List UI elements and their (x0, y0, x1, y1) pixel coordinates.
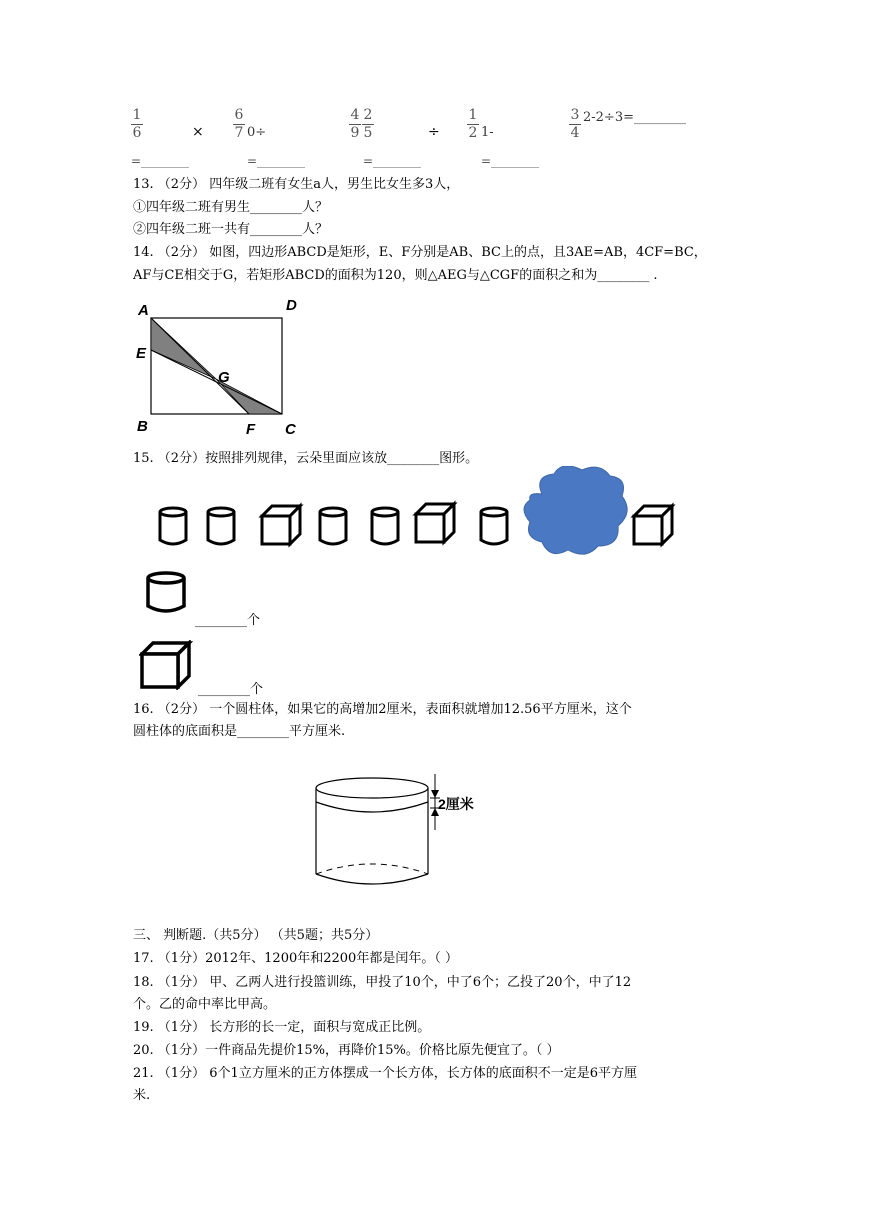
cube-answer-icon (139, 640, 195, 690)
q13-sub2: ②四年级二班一共有________人？ (133, 222, 329, 237)
fraction-1 (131, 108, 143, 141)
fraction-4 (467, 108, 479, 141)
q20: 20. （1分）一件商品先提价15%，再降价15%。价格比原先便宜了。（ ） (133, 1043, 560, 1058)
fraction-3a (349, 108, 361, 141)
fraction-3b (362, 108, 374, 141)
denominator: 9 (350, 125, 360, 141)
denominator: 5 (363, 125, 373, 141)
rectangle-abcd (151, 318, 282, 414)
cube-icon (416, 504, 454, 542)
divide-sign: ÷ (428, 124, 440, 140)
fraction-5 (569, 108, 581, 141)
q13-sub1: ①四年级二班有男生________人？ (133, 200, 329, 215)
cylinder-icon (481, 508, 507, 544)
denominator: 6 (132, 125, 142, 141)
answer-blank-3: =________ (363, 154, 422, 168)
q18-line2: 个。乙的命中率比甲高。 (133, 997, 277, 1012)
q13-stem: 13. （2分） 四年级二班有女生a人，男生比女生多3人， (133, 177, 460, 192)
expr-4-tail: 1- (481, 125, 494, 140)
q17: 17. （1分）2012年、1200年和2200年都是闰年。（ ） (133, 951, 458, 966)
section-3-title: 三、 判断题.（共5分） （共5题；共5分） (133, 928, 379, 943)
numerator: 2 (363, 107, 373, 123)
height-label: 2厘米 (438, 796, 474, 812)
q14-line2: AF与CE相交于G，若矩形ABCD的面积为120，则△AEG与△CGF的面积之和为________ . (133, 268, 658, 283)
label-b: B (137, 418, 148, 435)
line-ce (151, 350, 282, 414)
q16-line2: 圆柱体的底面积是________平方厘米. (133, 724, 346, 739)
cylinder-icon (160, 508, 186, 544)
q14-line1: 14. （2分） 如图，四边形ABCD是矩形，E、F分别是AB、BC上的点，且3AE=AB，4CF=BC， (133, 245, 707, 260)
q16-line1: 16. （2分） 一个圆柱体，如果它的高增加2厘米，表面积就增加12.56平方厘米，这个 (133, 702, 632, 717)
denominator: 7 (234, 125, 244, 141)
denominator: 4 (570, 125, 580, 141)
cube-icon (634, 506, 672, 544)
cylinder-figure (310, 768, 500, 888)
label-e: E (136, 345, 147, 362)
denominator: 2 (468, 125, 478, 141)
numerator: 6 (234, 107, 244, 123)
cloud-shape (524, 466, 627, 554)
label-a: A (138, 302, 149, 319)
answer-blank-2: =________ (247, 154, 306, 168)
label-g: G (218, 369, 230, 386)
times-sign: × (192, 124, 204, 140)
cylinder-icon (372, 508, 398, 544)
cylinder-answer-icon (142, 570, 194, 618)
rectangle-figure (130, 296, 310, 438)
q18-line1: 18. （1分） 甲、乙两人进行投篮训练，甲投了10个，中了6个；乙投了20个，中了12 (133, 975, 632, 990)
cube-icon (262, 506, 300, 544)
numerator: 1 (132, 107, 142, 123)
numerator: 4 (350, 107, 360, 123)
cylinder-icon (320, 508, 346, 544)
numerator: 1 (468, 107, 478, 123)
q21-line1: 21. （1分） 6个1立方厘米的正方体摆成一个长方体，长方体的底面积不一定是6平方厘 (133, 1066, 638, 1081)
q19: 19. （1分） 长方形的长一定，面积与宽成正比例。 (133, 1020, 431, 1035)
label-d: D (286, 297, 297, 314)
expr-5-tail: 2-2÷3=________ (583, 110, 686, 125)
fraction-2 (233, 108, 245, 141)
q15-answer-1: ________个 (195, 613, 261, 628)
answer-blank-4: =________ (481, 154, 540, 168)
label-f: F (246, 421, 256, 438)
line-af (151, 318, 249, 414)
shape-sequence (150, 466, 690, 560)
expr-2-tail: 0÷ (247, 125, 267, 140)
numerator: 3 (570, 107, 580, 123)
answer-blank-1: =________ (131, 154, 190, 168)
label-c: C (285, 421, 296, 438)
q21-line2: 米. (133, 1088, 151, 1103)
q15-answer-2: ________个 (198, 682, 264, 697)
cylinder-icon (208, 508, 234, 544)
q15-stem: 15. （2分）按照排列规律，云朵里面应该放________图形。 (133, 451, 479, 466)
